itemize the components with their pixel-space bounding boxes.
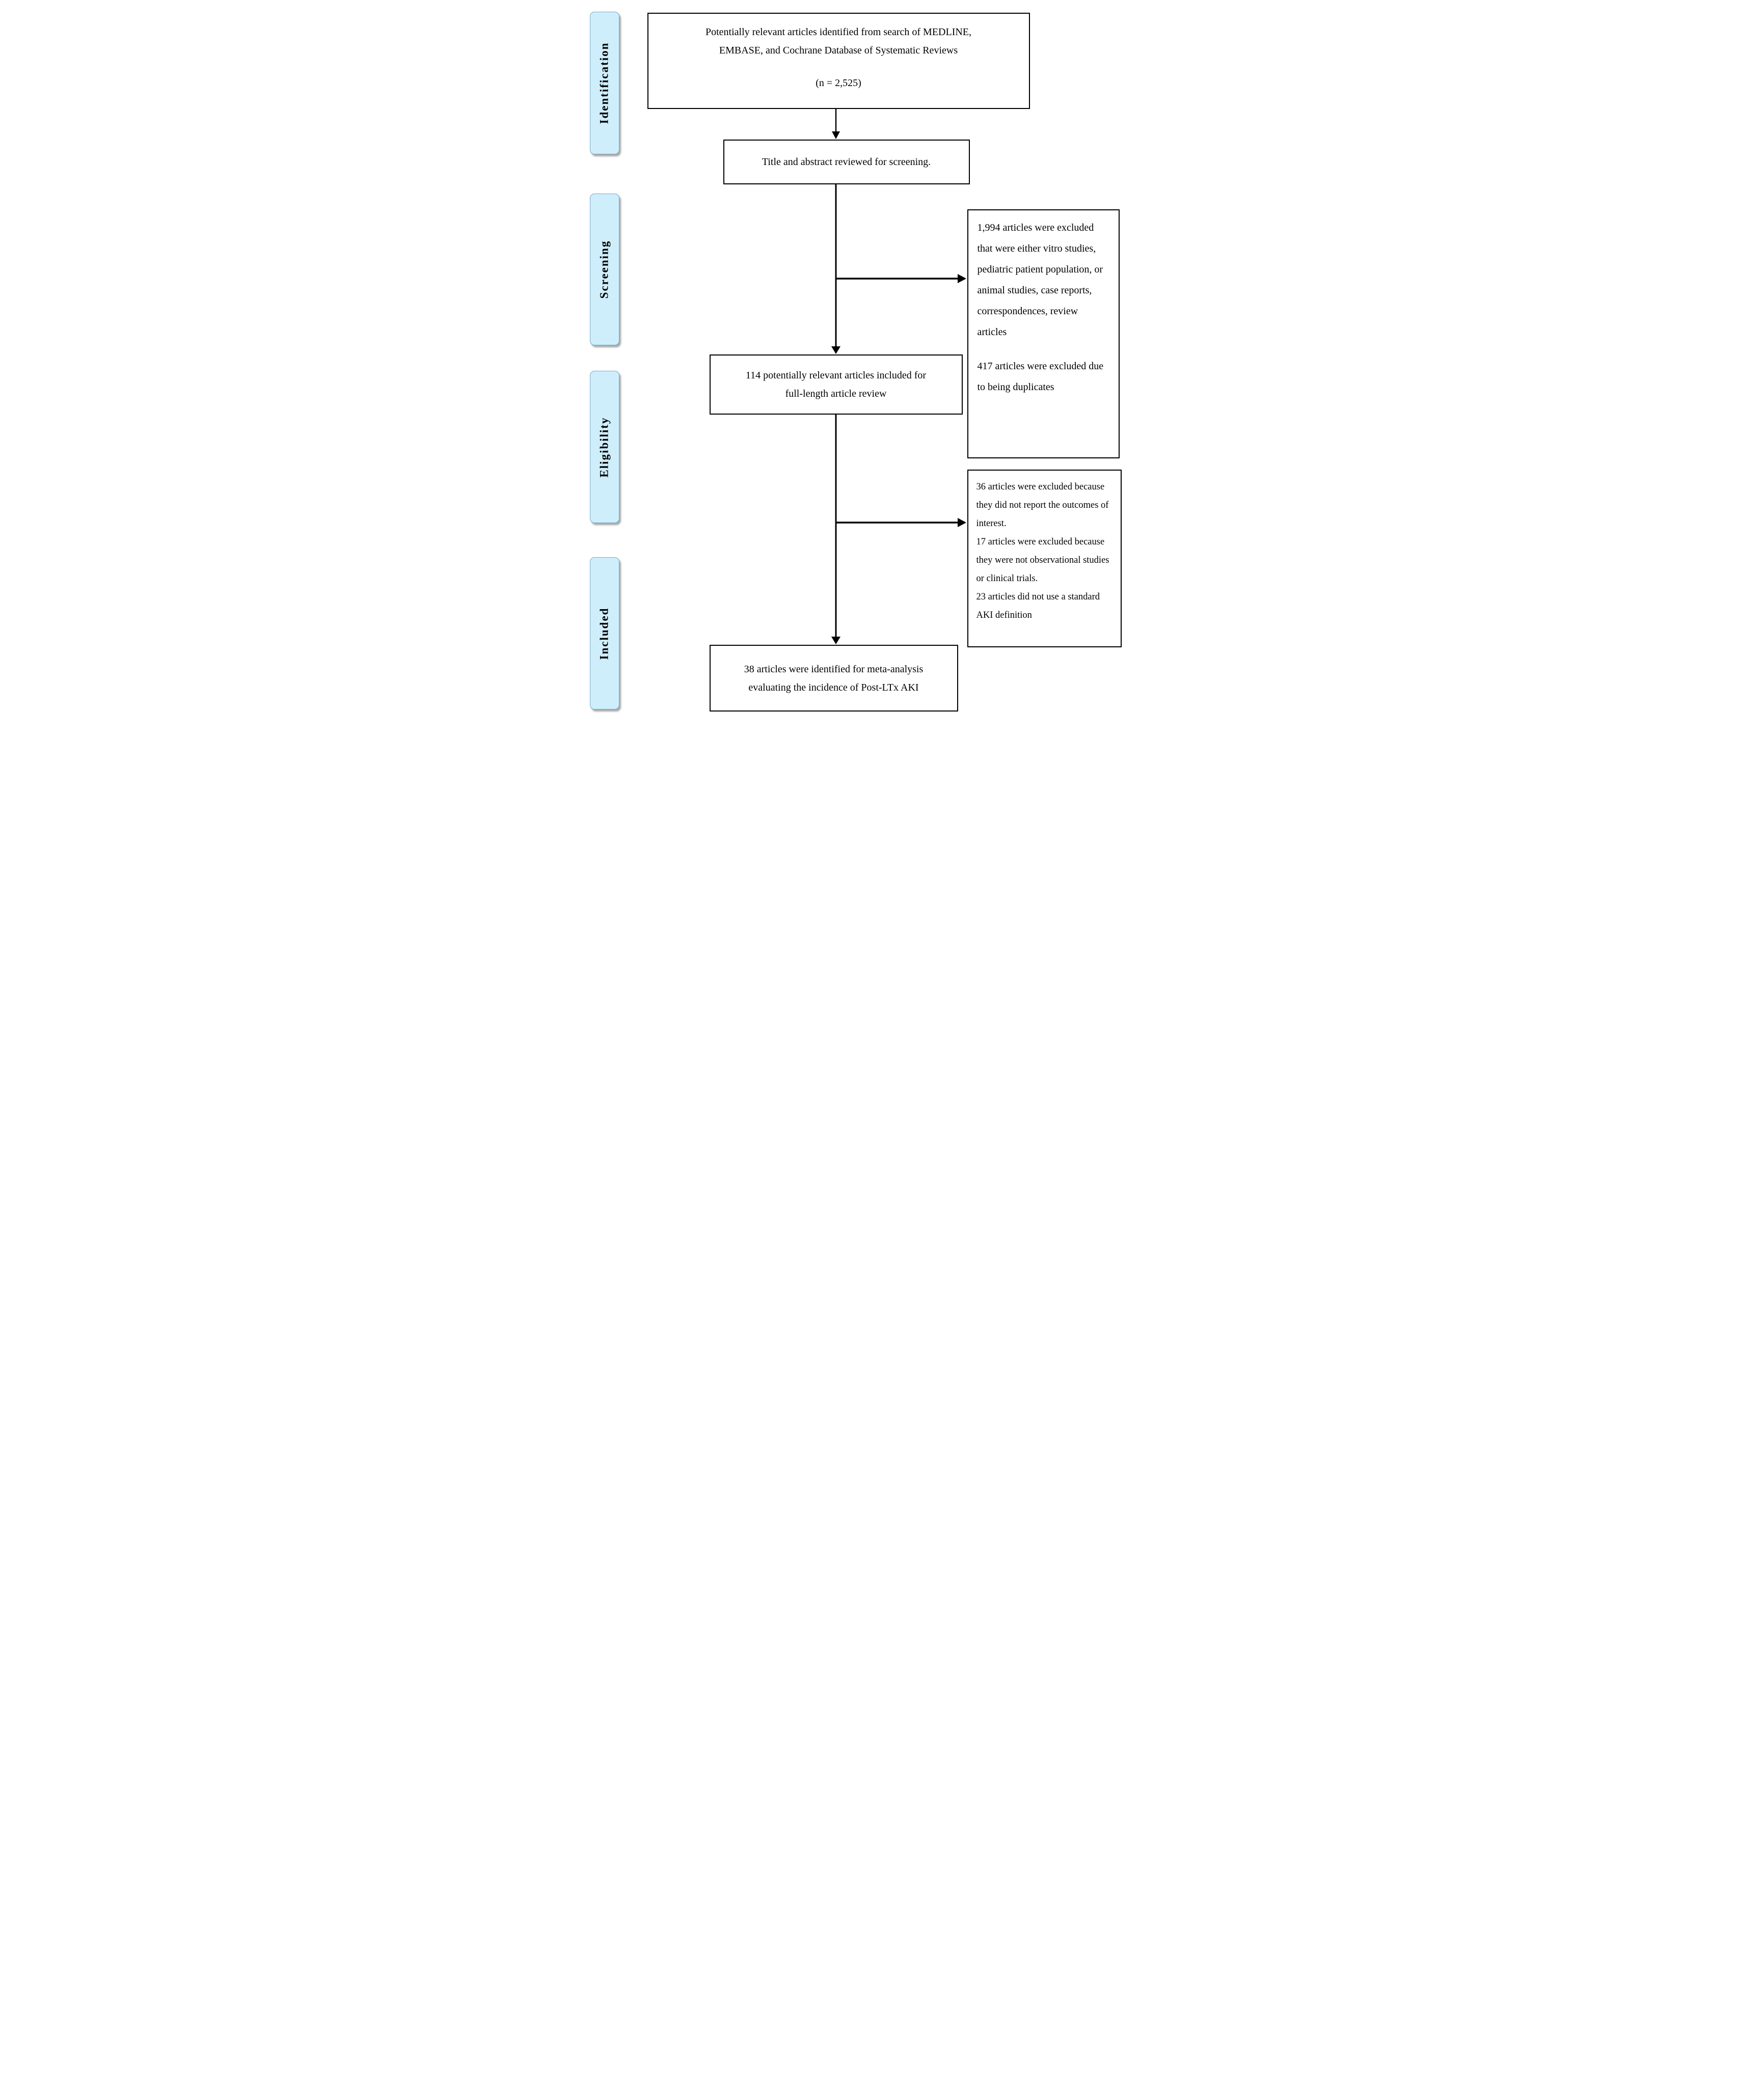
stage-pill-identification xyxy=(590,12,619,154)
flow-box-fulltext-review xyxy=(710,354,963,415)
meta-analysis-line1: 38 articles were identified for meta-analysis xyxy=(744,663,924,675)
search-results-line2: EMBASE, and Cochrane Database of Systematic Reviews xyxy=(719,45,958,56)
exclusion-box-screening xyxy=(967,209,1120,458)
stage-pill-eligibility xyxy=(590,371,619,523)
stage-label-included: Included xyxy=(598,607,611,660)
stage-pill-included xyxy=(590,557,619,709)
arrowhead-branch-eligibility-exclusion xyxy=(958,518,966,527)
arrowhead-fulltext-to-final xyxy=(831,637,840,644)
flow-box-meta-analysis xyxy=(710,645,958,712)
arrowhead-branch-screening-exclusion xyxy=(958,274,966,283)
eligibility-exclusion-para2: 17 articles were excluded because they were not observational studies or clinical trials. xyxy=(976,537,1109,584)
exclusion-box-eligibility xyxy=(967,470,1122,647)
stage-label-screening: Screening xyxy=(598,240,611,299)
stage-label-eligibility: Eligibility xyxy=(598,416,611,478)
title-abstract-text: Title and abstract reviewed for screening. xyxy=(762,156,931,168)
prisma-flow-diagram xyxy=(574,0,1191,728)
eligibility-exclusion-para3: 23 articles did not use a standard AKI definition xyxy=(976,592,1100,621)
eligibility-exclusion-para1: 36 articles were excluded because they did not report the outcomes of interest. xyxy=(976,482,1109,529)
stage-label-identification: Identification xyxy=(598,42,611,124)
fulltext-review-line1: 114 potentially relevant articles included for xyxy=(745,370,927,381)
arrowhead-screening-to-fulltext xyxy=(831,346,840,354)
meta-analysis-line2: evaluating the incidence of Post-LTx AKI xyxy=(748,681,919,693)
arrowhead-search-to-screening xyxy=(832,131,840,139)
stage-pill-screening xyxy=(590,194,619,345)
flow-box-title-abstract-screening xyxy=(723,140,970,184)
search-results-line1: Potentially relevant articles identified from search of MEDLINE, xyxy=(705,26,972,38)
flow-box-search-results xyxy=(647,13,1030,109)
fulltext-review-line2: full-length article review xyxy=(785,388,887,399)
screening-exclusion-para2: 417 articles were excluded due to being duplicates xyxy=(977,361,1104,393)
search-results-count: (n = 2,525) xyxy=(816,77,861,89)
screening-exclusion-para1: 1,994 articles were excluded that were either vitro studies, pediatric patient population, or animal studies, case reports, correspondences, review articles xyxy=(977,222,1103,338)
